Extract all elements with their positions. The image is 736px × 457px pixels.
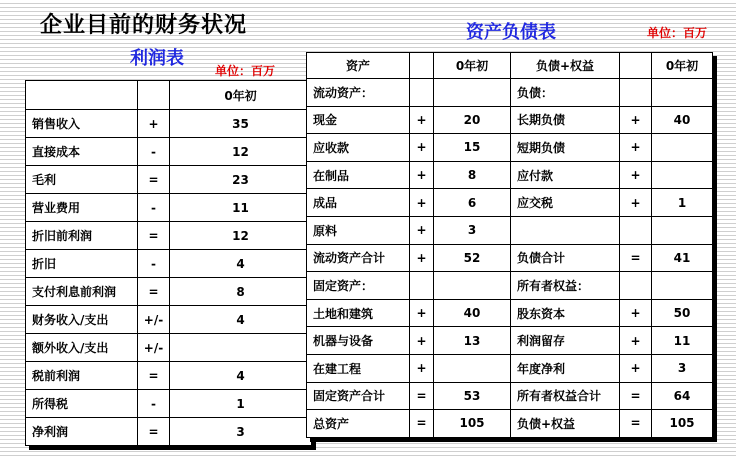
table-cell: 流动资产合计 <box>307 244 410 272</box>
table-cell: + <box>410 216 434 244</box>
table-cell: + <box>410 161 434 189</box>
table-cell: 1 <box>170 390 312 418</box>
table-cell: 8 <box>434 161 511 189</box>
table-cell: 支付利息前利润 <box>26 278 138 306</box>
table-cell: 23 <box>170 166 312 194</box>
table-row <box>26 194 312 222</box>
table-cell: + <box>410 244 434 272</box>
table-cell <box>410 79 434 107</box>
table-cell: - <box>138 194 170 222</box>
table-cell: 机器与设备 <box>307 327 410 355</box>
table-cell: + <box>620 189 652 217</box>
table-cell <box>620 216 652 244</box>
table-cell: 股东资本 <box>511 299 620 327</box>
table-cell: 35 <box>170 110 312 138</box>
table-row <box>26 306 312 334</box>
table-cell: 年度净利 <box>511 354 620 382</box>
table-cell <box>434 272 511 300</box>
table-row <box>307 189 713 217</box>
table-cell: + <box>410 106 434 134</box>
table-cell: - <box>138 138 170 166</box>
table-cell: = <box>410 410 434 438</box>
table-cell: + <box>410 327 434 355</box>
table-cell: 64 <box>652 382 713 410</box>
table-cell: 4 <box>170 362 312 390</box>
table-cell: + <box>620 106 652 134</box>
table-cell: = <box>138 418 170 446</box>
table-row <box>26 362 312 390</box>
table-cell: 在建工程 <box>307 354 410 382</box>
table-cell: + <box>410 299 434 327</box>
table-cell: + <box>410 134 434 162</box>
table-cell <box>170 334 312 362</box>
table-cell: 流动资产： <box>307 79 410 107</box>
table-cell <box>652 161 713 189</box>
header-cell: 0年初 <box>652 53 713 79</box>
header-cell: 0年初 <box>434 53 511 79</box>
table-cell: 应收款 <box>307 134 410 162</box>
table-cell: 总资产 <box>307 410 410 438</box>
table-cell: 20 <box>434 106 511 134</box>
table-cell: + <box>620 161 652 189</box>
table-cell: = <box>620 244 652 272</box>
income-statement-table <box>25 80 312 446</box>
table-row <box>26 334 312 362</box>
table-row <box>26 166 312 194</box>
table-cell <box>652 216 713 244</box>
table-cell: 50 <box>652 299 713 327</box>
table-cell: 12 <box>170 138 312 166</box>
table-cell: 销售收入 <box>26 110 138 138</box>
table-cell: 52 <box>434 244 511 272</box>
table-cell: 所得税 <box>26 390 138 418</box>
table-row <box>307 79 713 107</box>
table-cell: +/- <box>138 334 170 362</box>
table-cell: 负债： <box>511 79 620 107</box>
table-cell: 105 <box>434 410 511 438</box>
table-cell: 应付款 <box>511 161 620 189</box>
header-cell <box>138 81 170 110</box>
table-cell: 15 <box>434 134 511 162</box>
header-cell <box>620 53 652 79</box>
table-row <box>26 390 312 418</box>
table-cell: 折旧前利润 <box>26 222 138 250</box>
table-cell: 所有者权益： <box>511 272 620 300</box>
balance-sheet-title: 资产负债表 <box>466 22 556 43</box>
table-cell: 利润留存 <box>511 327 620 355</box>
table-cell <box>652 134 713 162</box>
table-cell: 财务收入/支出 <box>26 306 138 334</box>
table-cell <box>652 272 713 300</box>
table-row <box>307 354 713 382</box>
table-cell: 长期负债 <box>511 106 620 134</box>
table-cell: 营业费用 <box>26 194 138 222</box>
table-cell: 土地和建筑 <box>307 299 410 327</box>
table-cell: 12 <box>170 222 312 250</box>
table-cell: 13 <box>434 327 511 355</box>
table-cell <box>410 272 434 300</box>
table-cell: = <box>410 382 434 410</box>
table-cell: 11 <box>652 327 713 355</box>
table-cell: 应交税 <box>511 189 620 217</box>
table-cell: 3 <box>652 354 713 382</box>
table-cell <box>652 79 713 107</box>
table-cell: 现金 <box>307 106 410 134</box>
table-cell: = <box>138 278 170 306</box>
table-cell <box>620 79 652 107</box>
table-cell: 税前利润 <box>26 362 138 390</box>
table-row <box>307 299 713 327</box>
table-row <box>26 110 312 138</box>
table-cell: 在制品 <box>307 161 410 189</box>
table-cell: 负债合计 <box>511 244 620 272</box>
header-cell <box>410 53 434 79</box>
table-cell: 53 <box>434 382 511 410</box>
table-cell: + <box>620 354 652 382</box>
balance-sheet-table <box>306 52 713 438</box>
header-cell: 负债+权益 <box>511 53 620 79</box>
income-statement-title: 利润表 <box>130 48 184 69</box>
table-cell: 41 <box>652 244 713 272</box>
table-cell: + <box>620 299 652 327</box>
table-cell: = <box>620 410 652 438</box>
table-cell: 4 <box>170 306 312 334</box>
table-cell: 额外收入/支出 <box>26 334 138 362</box>
table-row <box>307 134 713 162</box>
table-cell: 毛利 <box>26 166 138 194</box>
table-cell: 105 <box>652 410 713 438</box>
table-cell: 负债+权益 <box>511 410 620 438</box>
table-cell: 所有者权益合计 <box>511 382 620 410</box>
table-cell: 3 <box>434 216 511 244</box>
table-cell: +/- <box>138 306 170 334</box>
table-cell: 6 <box>434 189 511 217</box>
table-cell: 短期负债 <box>511 134 620 162</box>
table-cell: 8 <box>170 278 312 306</box>
table-cell: - <box>138 390 170 418</box>
table-row <box>307 410 713 438</box>
table-cell: 折旧 <box>26 250 138 278</box>
page-title: 企业目前的财务状况 <box>40 13 248 38</box>
table-cell: = <box>138 222 170 250</box>
table-cell: 4 <box>170 250 312 278</box>
table-row <box>307 216 713 244</box>
table-row <box>26 278 312 306</box>
table-cell: + <box>138 110 170 138</box>
table-row <box>307 244 713 272</box>
table-cell <box>434 354 511 382</box>
table-cell: + <box>410 189 434 217</box>
table-row <box>26 250 312 278</box>
table-cell: + <box>410 354 434 382</box>
table-cell <box>620 272 652 300</box>
table-cell: 11 <box>170 194 312 222</box>
table-header-row <box>26 81 312 110</box>
table-cell <box>434 79 511 107</box>
table-cell: 固定资产合计 <box>307 382 410 410</box>
table-cell: = <box>138 362 170 390</box>
header-cell <box>26 81 138 110</box>
income-unit-label: 单位：百万 <box>215 64 276 78</box>
table-cell: 净利润 <box>26 418 138 446</box>
table-row <box>26 418 312 446</box>
table-row <box>307 161 713 189</box>
table-cell: 1 <box>652 189 713 217</box>
header-cell: 0年初 <box>170 81 312 110</box>
table-cell: + <box>620 327 652 355</box>
table-cell <box>511 216 620 244</box>
table-row <box>307 382 713 410</box>
table-cell: 40 <box>652 106 713 134</box>
table-cell: + <box>620 134 652 162</box>
balance-unit-label: 单位：百万 <box>647 26 708 40</box>
table-cell: = <box>138 166 170 194</box>
table-cell: 成品 <box>307 189 410 217</box>
table-row <box>26 222 312 250</box>
table-cell: 40 <box>434 299 511 327</box>
table-row <box>307 106 713 134</box>
table-row <box>26 138 312 166</box>
table-cell: - <box>138 250 170 278</box>
table-row <box>307 272 713 300</box>
table-cell: 3 <box>170 418 312 446</box>
table-row <box>307 327 713 355</box>
table-cell: 固定资产： <box>307 272 410 300</box>
table-cell: 直接成本 <box>26 138 138 166</box>
table-cell: = <box>620 382 652 410</box>
table-header-row <box>307 53 713 79</box>
header-cell: 资产 <box>307 53 410 79</box>
table-cell: 原料 <box>307 216 410 244</box>
